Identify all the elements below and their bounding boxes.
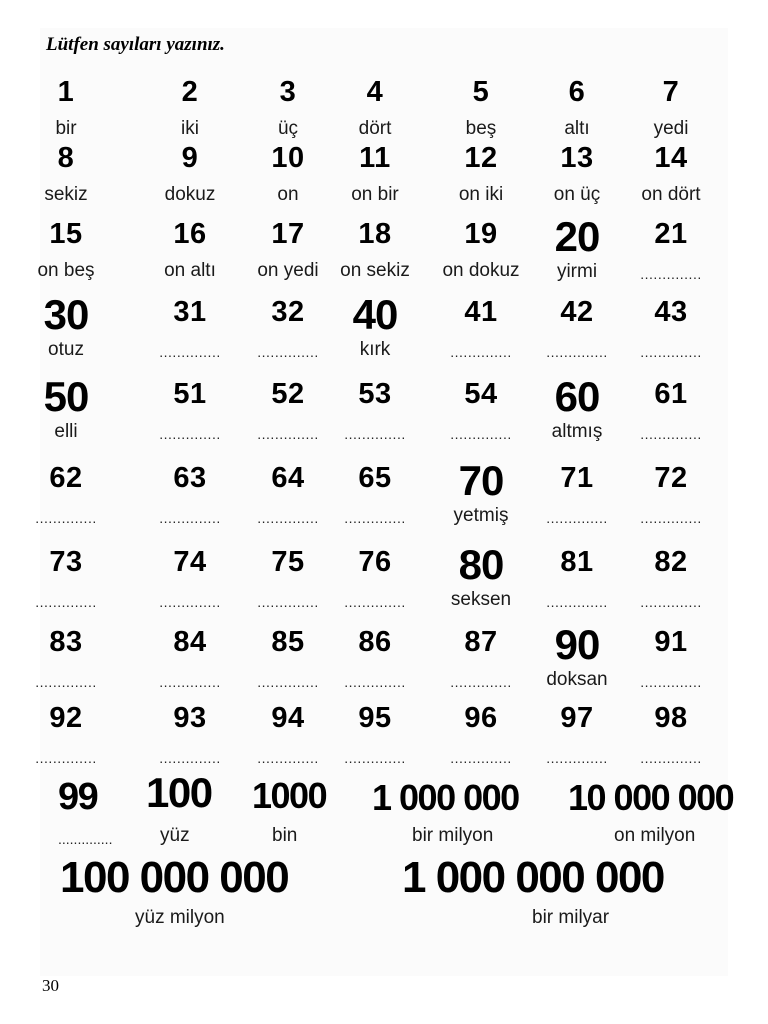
answer-blank[interactable]: .............. [257,674,319,690]
number-cell-60 [532,373,622,442]
numeral: 64 [271,462,305,494]
answer-blank[interactable]: .............. [450,674,512,690]
answer-blank[interactable]: .............. [344,426,406,442]
answer-blank[interactable]: .............. [546,594,608,610]
answer-blank[interactable]: .............. [450,750,512,766]
answer-blank[interactable]: .............. [640,266,702,282]
number-cell-85 [243,628,333,689]
answer-blank[interactable]: .............. [159,674,221,690]
number-cell-64 [243,464,333,525]
number-word: seksen [450,589,512,610]
number-cell-52 [243,380,333,441]
number-word: kırk [359,339,391,360]
number-word: on dört [641,184,701,205]
numeral: 80 [458,541,504,588]
number-word: elli [54,421,78,442]
number-word: yetmiş [453,505,509,526]
number-cell-63 [145,464,235,525]
large-number-word: yüz [160,825,190,846]
large-numeral-2: 1000 [252,775,327,816]
number-word: on bir [351,184,399,205]
number-cell-20 [532,213,622,282]
answer-blank[interactable]: .............. [640,344,702,360]
answer-blank[interactable]: .............. [640,674,702,690]
number-word: on [277,184,299,205]
numeral: 9 [181,142,199,174]
answer-blank[interactable]: .............. [640,594,702,610]
numeral: 16 [173,218,207,250]
number-cell-76 [330,548,420,609]
answer-blank[interactable]: .............. [450,426,512,442]
number-cell-19 [436,220,526,280]
number-cell-86 [330,628,420,689]
page-number: 30 [42,976,59,995]
large-number-word: bin [272,825,298,846]
number-cell-51 [145,380,235,441]
numeral: 95 [358,702,392,734]
numeral: 31 [173,296,207,328]
answer-blank[interactable]: .............. [159,510,221,526]
instruction-text: Lütfen sayıları yazınız. [46,34,225,55]
numeral: 43 [654,296,688,328]
number-cell-4 [330,78,420,138]
number-word: altmış [551,421,603,442]
number-cell-82 [626,548,716,609]
answer-blank[interactable]: .............. [450,344,512,360]
number-word: otuz [48,339,84,360]
numeral: 71 [560,462,594,494]
numeral: 14 [654,142,688,174]
number-cell-87 [436,628,526,689]
large-number-word: bir milyon [412,825,494,846]
number-cell-90 [532,621,622,690]
answer-blank[interactable]: .............. [35,674,97,690]
numeral: 83 [49,626,83,658]
huge-numeral-1: 1 000 000 000 [402,853,664,902]
number-cell-2 [145,78,235,138]
answer-blank[interactable]: .............. [159,750,221,766]
number-cell-18 [330,220,420,280]
numeral: 81 [560,546,594,578]
number-word: on yedi [257,260,319,281]
number-cell-83 [21,628,111,689]
number-cell-12 [436,144,526,204]
numeral: 20 [554,213,600,260]
number-cell-14 [626,144,716,204]
numeral: 86 [358,626,392,658]
number-cell-43 [626,298,716,359]
number-cell-7 [626,78,716,138]
numeral: 42 [560,296,594,328]
huge-numeral-0: 100 000 000 [60,853,289,902]
numeral: 72 [654,462,688,494]
numeral: 21 [654,218,688,250]
number-cell-80 [436,541,526,610]
answer-blank[interactable]: .............. [159,344,221,360]
numeral: 40 [352,291,398,338]
number-cell-42 [532,298,622,359]
number-cell-93 [145,704,235,765]
number-cell-73 [21,548,111,609]
number-word: dokuz [164,184,216,205]
number-cell-11 [330,144,420,204]
numeral: 51 [173,378,207,410]
number-cell-61 [626,380,716,441]
number-cell-98 [626,704,716,765]
numeral: 5 [472,76,490,108]
number-cell-8 [21,144,111,204]
number-cell-17 [243,220,333,280]
number-cell-21 [626,220,716,281]
number-cell-74 [145,548,235,609]
answer-blank[interactable]: .............. [159,426,221,442]
number-word: on üç [553,184,601,205]
answer-blank[interactable]: .............. [257,344,319,360]
large-number-word: on milyon [614,825,696,846]
number-word: beş [465,118,497,139]
number-word: dört [358,118,392,139]
numeral: 93 [173,702,207,734]
number-word: altı [564,118,590,139]
number-cell-9 [145,144,235,204]
number-word: yirmi [556,261,598,282]
answer-blank[interactable]: .............. [344,750,406,766]
numeral: 65 [358,462,392,494]
number-cell-96 [436,704,526,765]
numeral: 53 [358,378,392,410]
numeral: 54 [464,378,498,410]
numeral: 10 [271,142,305,174]
answer-blank[interactable]: .............. [257,426,319,442]
numeral: 11 [359,142,391,174]
number-word: iki [181,118,199,139]
numeral: 30 [43,291,89,338]
numeral: 97 [560,702,594,734]
answer-blank[interactable]: .............. [344,594,406,610]
number-cell-71 [532,464,622,525]
numeral: 76 [358,546,392,578]
numeral: 73 [49,546,83,578]
number-cell-70 [436,457,526,526]
numeral: 90 [554,621,600,668]
number-cell-15 [21,220,111,280]
number-cell-6 [532,78,622,138]
numeral: 17 [271,218,305,250]
number-cell-3 [243,78,333,138]
numeral: 91 [654,626,688,658]
numeral: 3 [279,76,297,108]
number-cell-72 [626,464,716,525]
number-cell-41 [436,298,526,359]
numeral: 19 [464,218,498,250]
numeral: 12 [464,142,498,174]
answer-blank[interactable]: .............. [344,510,406,526]
numeral: 6 [568,76,586,108]
answer-blank[interactable]: .............. [546,510,608,526]
numeral: 70 [458,457,504,504]
answer-blank[interactable]: .............. [546,344,608,360]
number-word: yedi [653,118,689,139]
numeral: 75 [271,546,305,578]
number-word: on beş [37,260,95,281]
answer-blank[interactable]: .............. [640,750,702,766]
number-cell-81 [532,548,622,609]
number-cell-53 [330,380,420,441]
number-word: on dokuz [442,260,520,281]
answer-blank[interactable]: .............. [35,750,97,766]
number-cell-30 [21,291,111,360]
number-cell-95 [330,704,420,765]
numeral: 8 [57,142,75,174]
numeral: 96 [464,702,498,734]
number-cell-16 [145,220,235,280]
large-numeral-1: 100 [146,769,212,816]
numeral: 15 [49,218,83,250]
answer-blank[interactable]: .............. [257,594,319,610]
answer-blank[interactable]: .............. [344,674,406,690]
number-cell-92 [21,704,111,765]
number-cell-40 [330,291,420,360]
numeral: 84 [173,626,207,658]
answer-blank[interactable]: .............. [58,831,113,847]
answer-blank[interactable]: .............. [640,510,702,526]
huge-number-word: yüz milyon [135,907,225,928]
number-cell-50 [21,373,111,442]
number-word: on sekiz [340,260,410,281]
number-cell-91 [626,628,716,689]
answer-blank[interactable]: .............. [35,594,97,610]
numeral: 50 [43,373,89,420]
numeral: 41 [464,296,498,328]
number-cell-65 [330,464,420,525]
number-word: üç [277,118,299,139]
numeral: 63 [173,462,207,494]
numeral: 1 [57,76,75,108]
huge-number-word: bir milyar [532,907,610,928]
number-word: sekiz [44,184,88,205]
numeral: 62 [49,462,83,494]
numeral: 61 [654,378,688,410]
number-cell-1 [21,78,111,138]
numeral: 98 [654,702,688,734]
number-cell-13 [532,144,622,204]
numeral: 4 [366,76,384,108]
number-cell-75 [243,548,333,609]
large-numeral-0: 99 [58,776,98,818]
numeral: 32 [271,296,305,328]
answer-blank[interactable]: .............. [257,510,319,526]
number-word: bir [55,118,77,139]
number-word: on iki [458,184,504,205]
numeral: 2 [181,76,199,108]
number-cell-62 [21,464,111,525]
number-cell-10 [243,144,333,204]
number-word: doksan [546,669,608,690]
large-numeral-4: 10 000 000 [568,777,734,818]
numeral: 82 [654,546,688,578]
answer-blank[interactable]: .............. [640,426,702,442]
number-cell-54 [436,380,526,441]
numeral: 85 [271,626,305,658]
numeral: 52 [271,378,305,410]
number-cell-97 [532,704,622,765]
numeral: 13 [560,142,594,174]
number-cell-31 [145,298,235,359]
numeral: 92 [49,702,83,734]
numeral: 60 [554,373,600,420]
numeral: 94 [271,702,305,734]
numeral: 18 [358,218,392,250]
numeral: 74 [173,546,207,578]
number-cell-94 [243,704,333,765]
numeral: 87 [464,626,498,658]
numeral: 7 [662,76,680,108]
large-numeral-3: 1 000 000 [372,777,519,818]
number-cell-32 [243,298,333,359]
number-cell-84 [145,628,235,689]
number-cell-5 [436,78,526,138]
answer-blank[interactable]: .............. [546,750,608,766]
answer-blank[interactable]: .............. [257,750,319,766]
answer-blank[interactable]: .............. [35,510,97,526]
answer-blank[interactable]: .............. [159,594,221,610]
number-word: on altı [164,260,216,281]
